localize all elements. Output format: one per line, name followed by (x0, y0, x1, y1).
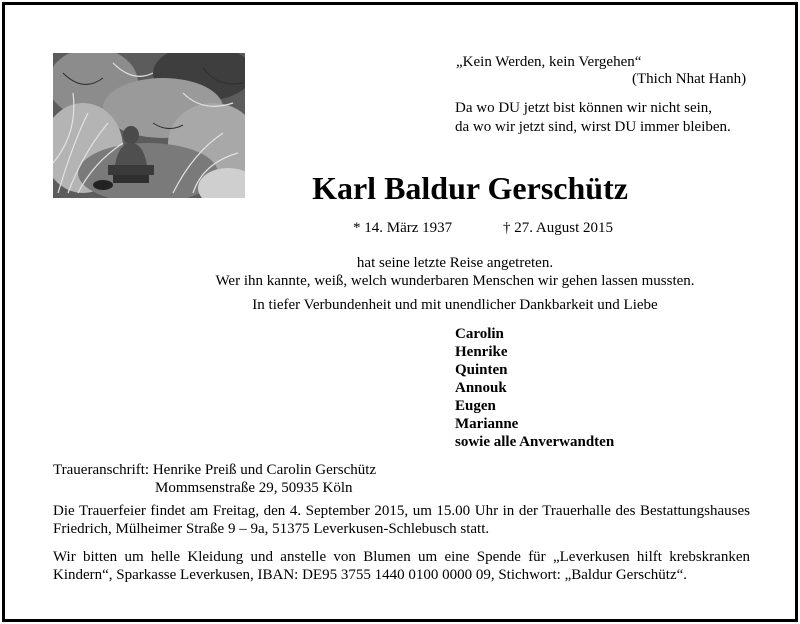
verse-line-1: Da wo DU jetzt bist können wir nicht sein, (455, 100, 713, 116)
mourner-name: Marianne (455, 416, 519, 432)
birth-date: * 14. März 1937 (353, 220, 453, 236)
ceremony-paragraph: Die Trauerfeier findet am Freitag, den 4. September 2015, um 15.00 Uhr in der Trauerhalle des Bestattungshauses Friedrich, Mülheimer Straße 9 – 9a, 51375 Leverkusen-Schlebusch statt. (53, 503, 750, 537)
verse-line-2: da wo wir jetzt sind, wirst DU immer bleiben. (455, 119, 731, 135)
mourning-address-line-2: Mommsenstraße 29, 50935 Köln (155, 480, 353, 496)
mourner-name: sowie alle Anverwandten (455, 434, 615, 450)
mourning-address-line-1: Traueranschrift: Henrike Preiß und Carolin Gerschütz (53, 462, 377, 478)
epigraph-quote: „Kein Werden, kein Vergehen“ (456, 54, 642, 70)
message-line-3: In tiefer Verbundenheit und mit unendlicher Dankbarkeit und Liebe (252, 297, 658, 313)
obituary-notice (2, 2, 798, 622)
deceased-name: Karl Baldur Gerschütz (312, 170, 628, 206)
mourner-name: Carolin (455, 326, 504, 342)
message-line-2: Wer ihn kannte, weiß, welch wunderbaren Menschen wir gehen lassen mussten. (215, 273, 695, 289)
mourner-name: Henrike (455, 344, 508, 360)
mourners-list (455, 325, 614, 451)
donation-paragraph: Wir bitten um helle Kleidung und anstelle von Blumen um eine Spende für „Leverkusen hilft krebskranken Kindern“, Sparkasse Leverkusen, IBAN: DE95 3755 1440 0100 0000 09, Stichwort: „Baldur Gerschütz“. (53, 549, 750, 583)
death-date: † 27. August 2015 (503, 220, 614, 236)
mourner-name: Annouk (455, 380, 507, 396)
epigraph-author: (Thich Nhat Hanh) (632, 71, 747, 87)
message-line-1: hat seine letzte Reise angetreten. (356, 255, 554, 271)
mourner-name: Eugen (455, 398, 496, 414)
mourner-name: Quinten (455, 362, 508, 378)
